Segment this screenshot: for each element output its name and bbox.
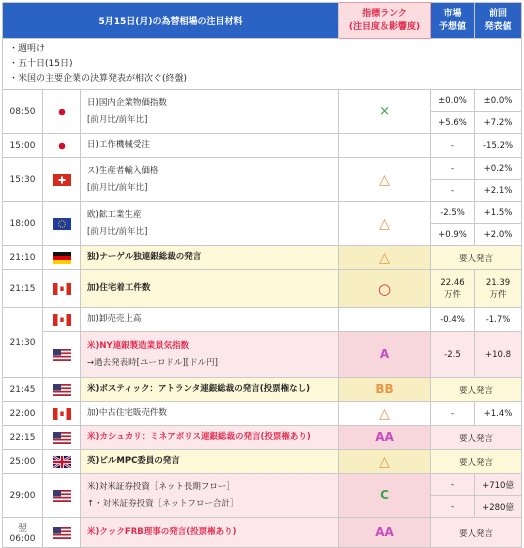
table-row <box>3 332 522 378</box>
event-cell: 英)ピルMPC委員の発言 <box>81 450 339 474</box>
table-row <box>3 450 522 474</box>
rank-mark: AA <box>375 430 394 444</box>
flag-cell <box>43 308 81 332</box>
notes-cell <box>3 39 522 90</box>
event-cell <box>81 202 339 246</box>
event-name: 米)NY連銀製造業景気指数 <box>87 340 190 351</box>
forecast-value: - <box>431 180 475 202</box>
previous-value: +1.5% <box>475 202 522 224</box>
time-cell: 25:00 <box>3 450 43 474</box>
event-cell <box>81 90 339 134</box>
flag-cell <box>43 518 81 548</box>
schedule-table <box>2 2 522 548</box>
time-cell: 翌 06:00 <box>3 518 43 548</box>
speech-cell: 要人発言 <box>431 518 522 548</box>
event-cell: 日)工作機械受注 <box>81 134 339 158</box>
note-item: ・週明け <box>9 43 46 54</box>
event-name: 日)国内企業物価指数 <box>87 97 167 108</box>
note-item: ・五十日(15日) <box>9 58 73 69</box>
rank-mark: A <box>379 347 390 361</box>
rank-cell <box>339 90 431 134</box>
previous-value: -15.2% <box>475 134 522 158</box>
canada-flag-icon <box>53 314 71 326</box>
canada-flag-icon <box>53 408 71 420</box>
previous-header: 前回 発表値 <box>475 3 522 39</box>
rank-header: 指標ランク (注目度＆影響度) <box>339 3 431 39</box>
previous-value: +10.8 <box>475 332 522 378</box>
previous-value: +1.4% <box>475 402 522 426</box>
rank-cell <box>339 202 431 246</box>
rank-mark: BB <box>375 382 394 396</box>
event-cell: 米)ボスティック：アトランタ連銀総裁の発言(投票権なし) <box>81 378 339 402</box>
time-cell: 15:00 <box>3 134 43 158</box>
event-cell: 加)卸売売上高 <box>81 308 339 332</box>
past-release-link[interactable]: →過去発表時[ユーロドル][ドル円] <box>87 357 218 368</box>
previous-value: ±0.0% <box>475 90 522 112</box>
rank-mark: C <box>380 488 389 502</box>
rank-mark: △ <box>379 171 390 188</box>
table-row <box>3 474 522 496</box>
event-cell: 米)クックFRB理事の発言(投票権あり) <box>81 518 339 548</box>
previous-value: 21.39 万件 <box>475 270 522 308</box>
time-cell: 08:50 <box>3 90 43 134</box>
flag-cell <box>43 246 81 270</box>
rank-cell <box>339 134 431 158</box>
time-cell: 29:00 <box>3 474 43 518</box>
usa-flag-icon <box>53 349 71 361</box>
flag-cell <box>43 90 81 134</box>
flag-cell <box>43 134 81 158</box>
header-row <box>3 3 522 39</box>
rank-cell <box>339 332 431 378</box>
previous-value: +0.2% <box>475 158 522 180</box>
event-sub: ↑・対米証券投資［ネットフロー合計］ <box>87 498 239 509</box>
note-item: ・米国の主要企業の決算発表が相次ぐ(終盤) <box>9 73 188 84</box>
time-cell: 21:45 <box>3 378 43 402</box>
event-cell: 加)中古住宅販売件数 <box>81 402 339 426</box>
japan-flag-icon <box>53 140 71 152</box>
forecast-value: - <box>431 402 475 426</box>
rank-cell <box>339 474 431 518</box>
event-sub: [前月比/前年比] <box>87 182 148 193</box>
forecast-value: +5.6% <box>431 112 475 134</box>
forecast-value: +0.9% <box>431 224 475 246</box>
table-row <box>3 426 522 450</box>
rank-mark: ○ <box>377 279 392 298</box>
swiss-flag-icon <box>53 174 71 186</box>
flag-cell <box>43 270 81 308</box>
flag-cell <box>43 450 81 474</box>
eu-flag-icon <box>53 218 71 230</box>
rank-cell <box>339 158 431 202</box>
event-name: 欧)鉱工業生産 <box>87 209 142 220</box>
forecast-value: 22.46 万件 <box>431 270 475 308</box>
time-cell: 21:15 <box>3 270 43 308</box>
previous-value: +280億 <box>475 496 522 518</box>
flag-cell <box>43 158 81 202</box>
forecast-value: -2.5 <box>431 332 475 378</box>
event-cell: 加)住宅着工件数 <box>81 270 339 308</box>
event-cell: 米)カシュカリ：ミネアポリス連銀総裁の発言(投票権あり) <box>81 426 339 450</box>
table-row <box>3 270 522 308</box>
table-row <box>3 308 522 332</box>
germany-flag-icon <box>53 252 71 264</box>
rank-cell <box>339 308 431 332</box>
rank-cell <box>339 450 431 474</box>
table-row <box>3 246 522 270</box>
table-row <box>3 202 522 224</box>
rank-cell <box>339 426 431 450</box>
table-title: 5月15日(月)の為替相場の注目材料 <box>3 3 339 39</box>
flag-cell <box>43 474 81 518</box>
rank-mark: AA <box>375 525 394 539</box>
previous-value: +710億 <box>475 474 522 496</box>
forecast-value: ±0.0% <box>431 90 475 112</box>
rank-mark: × <box>379 104 390 119</box>
notes-row <box>3 39 522 90</box>
forecast-value: - <box>431 158 475 180</box>
flag-cell <box>43 426 81 450</box>
forecast-value: -2.5% <box>431 202 475 224</box>
canada-flag-icon <box>53 283 71 295</box>
table-row <box>3 158 522 180</box>
time-cell: 15:30 <box>3 158 43 202</box>
time-cell: 21:30 <box>3 308 43 378</box>
rank-mark: △ <box>379 215 390 232</box>
rank-cell <box>339 378 431 402</box>
time-cell: 18:00 <box>3 202 43 246</box>
time-cell: 21:10 <box>3 246 43 270</box>
rank-mark: △ <box>379 453 390 470</box>
usa-flag-icon <box>53 384 71 396</box>
japan-flag-icon <box>53 106 71 118</box>
table-row <box>3 402 522 426</box>
flag-cell <box>43 378 81 402</box>
event-sub: [前月比/前年比] <box>87 114 148 125</box>
flag-cell <box>43 202 81 246</box>
rank-cell <box>339 518 431 548</box>
event-cell <box>81 474 339 518</box>
rank-cell <box>339 270 431 308</box>
table-row <box>3 90 522 112</box>
event-sub: [前月比/前年比] <box>87 226 148 237</box>
speech-cell: 要人発言 <box>431 426 522 450</box>
rank-cell <box>339 246 431 270</box>
forecast-value: - <box>431 474 475 496</box>
time-cell: 22:15 <box>3 426 43 450</box>
flag-cell <box>43 402 81 426</box>
usa-flag-icon <box>53 527 71 539</box>
uk-flag-icon <box>53 456 71 468</box>
event-cell: 独)ナーゲル独連銀総裁の発言 <box>81 246 339 270</box>
speech-cell: 要人発言 <box>431 450 522 474</box>
event-name: ス)生産者輸入価格 <box>87 165 159 176</box>
table-row <box>3 378 522 402</box>
time-cell: 22:00 <box>3 402 43 426</box>
previous-value: +2.0% <box>475 224 522 246</box>
speech-cell: 要人発言 <box>431 246 522 270</box>
rank-mark: △ <box>379 249 390 266</box>
flag-cell <box>43 332 81 378</box>
event-name: 米)対米証券投資［ネット長期フロー］ <box>87 481 235 492</box>
rank-cell <box>339 402 431 426</box>
forecast-value: -0.4% <box>431 308 475 332</box>
usa-flag-icon <box>53 490 71 502</box>
table-row <box>3 134 522 158</box>
previous-value: -1.7% <box>475 308 522 332</box>
table-row <box>3 518 522 548</box>
forecast-value: - <box>431 496 475 518</box>
event-cell <box>81 332 339 378</box>
event-cell <box>81 158 339 202</box>
speech-cell: 要人発言 <box>431 378 522 402</box>
previous-value: +2.1% <box>475 180 522 202</box>
forecast-value: - <box>431 134 475 158</box>
forecast-header: 市場 予想値 <box>431 3 475 39</box>
rank-mark: △ <box>379 405 390 422</box>
usa-flag-icon <box>53 432 71 444</box>
previous-value: +7.2% <box>475 112 522 134</box>
